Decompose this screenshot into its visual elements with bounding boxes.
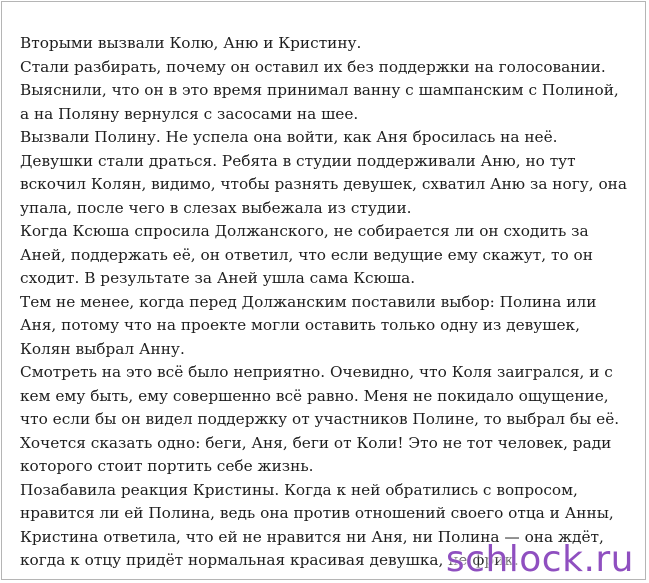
paragraph-1: Вторыми вызвали Колю, Аню и Кристину. <box>20 34 362 52</box>
paragraph-7: Хочется сказать одно: беги, Аня, беги от Коли! Это не тот человек, ради которого стоит портить себе жизнь. <box>20 433 612 475</box>
paragraph-2: Стали разбирать, почему он оставил их без поддержки на голосовании. Выяснили, что он в это время принимал ванну с шампанским с Полиной, а на Поляну вернулся с засосами на шее. <box>20 57 619 123</box>
paragraph-5: Тем не менее, когда перед Должанским поставили выбор: Полина или Аня, потому что на проекте могли оставить только одну из девушек, Колян выбрал Анну. <box>20 292 597 358</box>
paragraph-8: Позабавила реакция Кристины. Когда к ней обратились с вопросом, нравится ли ей Полина, ведь она против отношений своего отца и Анны, Кристина ответила, что ей не нравится ни Аня, ни Полина — она ждёт, когда к отцу придёт нормальная красивая девушка, не фрик. <box>20 480 614 569</box>
paragraph-6: Смотреть на это всё было неприятно. Очевидно, что Коля заигрался, и с кем ему быть, ему совершенно всё равно. Меня не покидало ощущение, что если бы он видел поддержку от участников Полине, то выбрал бы её. <box>20 363 620 428</box>
site-watermark: schlock.ru <box>445 539 634 580</box>
content-frame <box>1 1 646 580</box>
paragraph-4: Когда Ксюша спросила Должанского, не собирается ли он сходить за Аней, поддержать её, он ответил, что если ведущие ему скажут, то он сходит. В результате за Аней ушла сама Ксюша. <box>20 222 593 287</box>
paragraph-3: Вызвали Полину. Не успела она войти, как Аня бросилась на неё. Девушки стали драться. Ребята в студии поддерживали Аню, но тут вскочил Колян, видимо, чтобы разнять девушек, схватил Аню за ногу, она упала, после чего в слезах выбежала из студии. <box>20 128 627 217</box>
article-text <box>20 32 632 573</box>
